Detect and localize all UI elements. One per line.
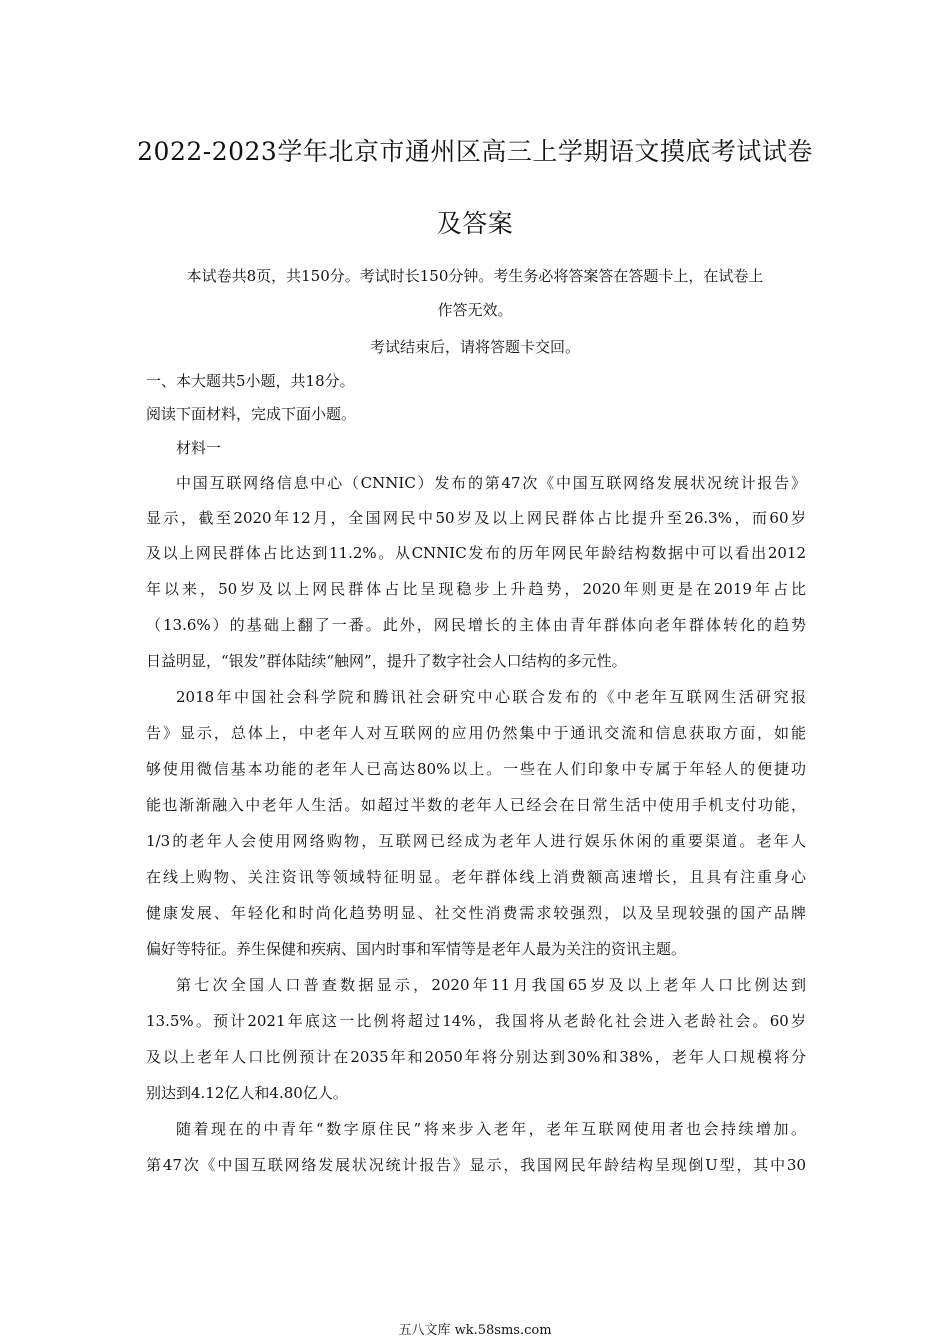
material-label: 材料一 — [176, 439, 222, 457]
page-footer-watermark: 五八文库 wk.58sms.com — [398, 1323, 552, 1338]
notice-line-1: 本试卷共8页，共150分。考试时长150分钟。考生务必将答案答在答题卡上，在试卷上 — [186, 267, 764, 285]
document-title-line-1: 2022-2023学年北京市通州区高三上学期语文摸底考试试卷 — [137, 137, 813, 166]
paragraph-1-line: 年以来，50岁及以上网民群体占比呈现稳步上升趋势，2020年则更是在2019年占比 — [146, 580, 806, 598]
paragraph-2-line: 在线上购物、关注资讯等领域特征明显。老年群体线上消费额高速增长，且具有注重身心 — [146, 868, 806, 886]
paragraph-1-line: 及以上网民群体占比达到11.2%。从CNNIC发布的历年网民年龄结构数据中可以看出2012 — [146, 544, 806, 562]
paragraph-3-line: 第七次全国人口普查数据显示，2020年11月我国65岁及以上老年人口比例达到 — [176, 976, 806, 994]
paragraph-1-line: 显示，截至2020年12月，全国网民中50岁及以上网民群体占比提升至26.3%，而60岁 — [146, 509, 806, 527]
paragraph-1-line: 中国互联网络信息中心（CNNIC）发布的第47次《中国互联网络发展状况统计报告》 — [176, 474, 806, 492]
paragraph-3-line: 13.5%。预计2021年底这一比例将超过14%，我国将从老龄化社会进入老龄社会。60岁 — [146, 1012, 806, 1030]
document-title-line-2: 及答案 — [436, 209, 514, 238]
paragraph-1-line: 日益明显，“银发”群体陆续“触网”，提升了数字社会人口结构的多元性。 — [146, 652, 627, 670]
paragraph-2-line: 能也渐渐融入中老年人生活。如超过半数的老年人已经会在日常生活中使用手机支付功能， — [146, 796, 806, 814]
paragraph-2-line: 2018年中国社会科学院和腾讯社会研究中心联合发布的《中老年互联网生活研究报 — [176, 688, 806, 706]
section-instruction: 阅读下面材料，完成下面小题。 — [146, 405, 357, 423]
paragraph-2-line: 够使用微信基本功能的老年人已高达80%以上。一些在人们印象中专属于年轻人的便捷功 — [146, 760, 806, 778]
paragraph-2-line: 健康发展、年轻化和时尚化趋势明显、社交性消费需求较强烈，以及呈现较强的国产品牌 — [146, 904, 806, 922]
paragraph-1-line: （13.6%）的基础上翻了一番。此外，网民增长的主体由青年群体向老年群体转化的趋势 — [146, 616, 806, 634]
paragraph-4-line: 随着现在的中青年“数字原住民”将来步入老年，老年互联网使用者也会持续增加。 — [176, 1120, 806, 1138]
paragraph-3-line: 及以上老年人口比例预计在2035年和2050年将分别达到30%和38%，老年人口规模将分 — [146, 1048, 806, 1066]
notice-line-3: 考试结束后，请将答题卡交回。 — [369, 338, 580, 356]
paragraph-2-line: 偏好等特征。养生保健和疾病、国内时事和军情等是老年人最为关注的资讯主题。 — [146, 940, 687, 958]
paragraph-3-line: 别达到4.12亿人和4.80亿人。 — [146, 1084, 348, 1102]
paragraph-4-line: 第47次《中国互联网络发展状况统计报告》显示，我国网民年龄结构呈现倒U型，其中30 — [146, 1156, 806, 1174]
section-heading: 一、本大题共5小题，共18分。 — [146, 372, 355, 390]
paragraph-2-line: 1/3的老年人会使用网络购物，互联网已经成为老年人进行娱乐休闲的重要渠道。老年人 — [146, 832, 806, 850]
notice-line-2: 作答无效。 — [437, 301, 513, 319]
paragraph-2-line: 告》显示，总体上，中老年人对互联网的应用仍然集中于通讯交流和信息获取方面，如能 — [146, 724, 806, 742]
